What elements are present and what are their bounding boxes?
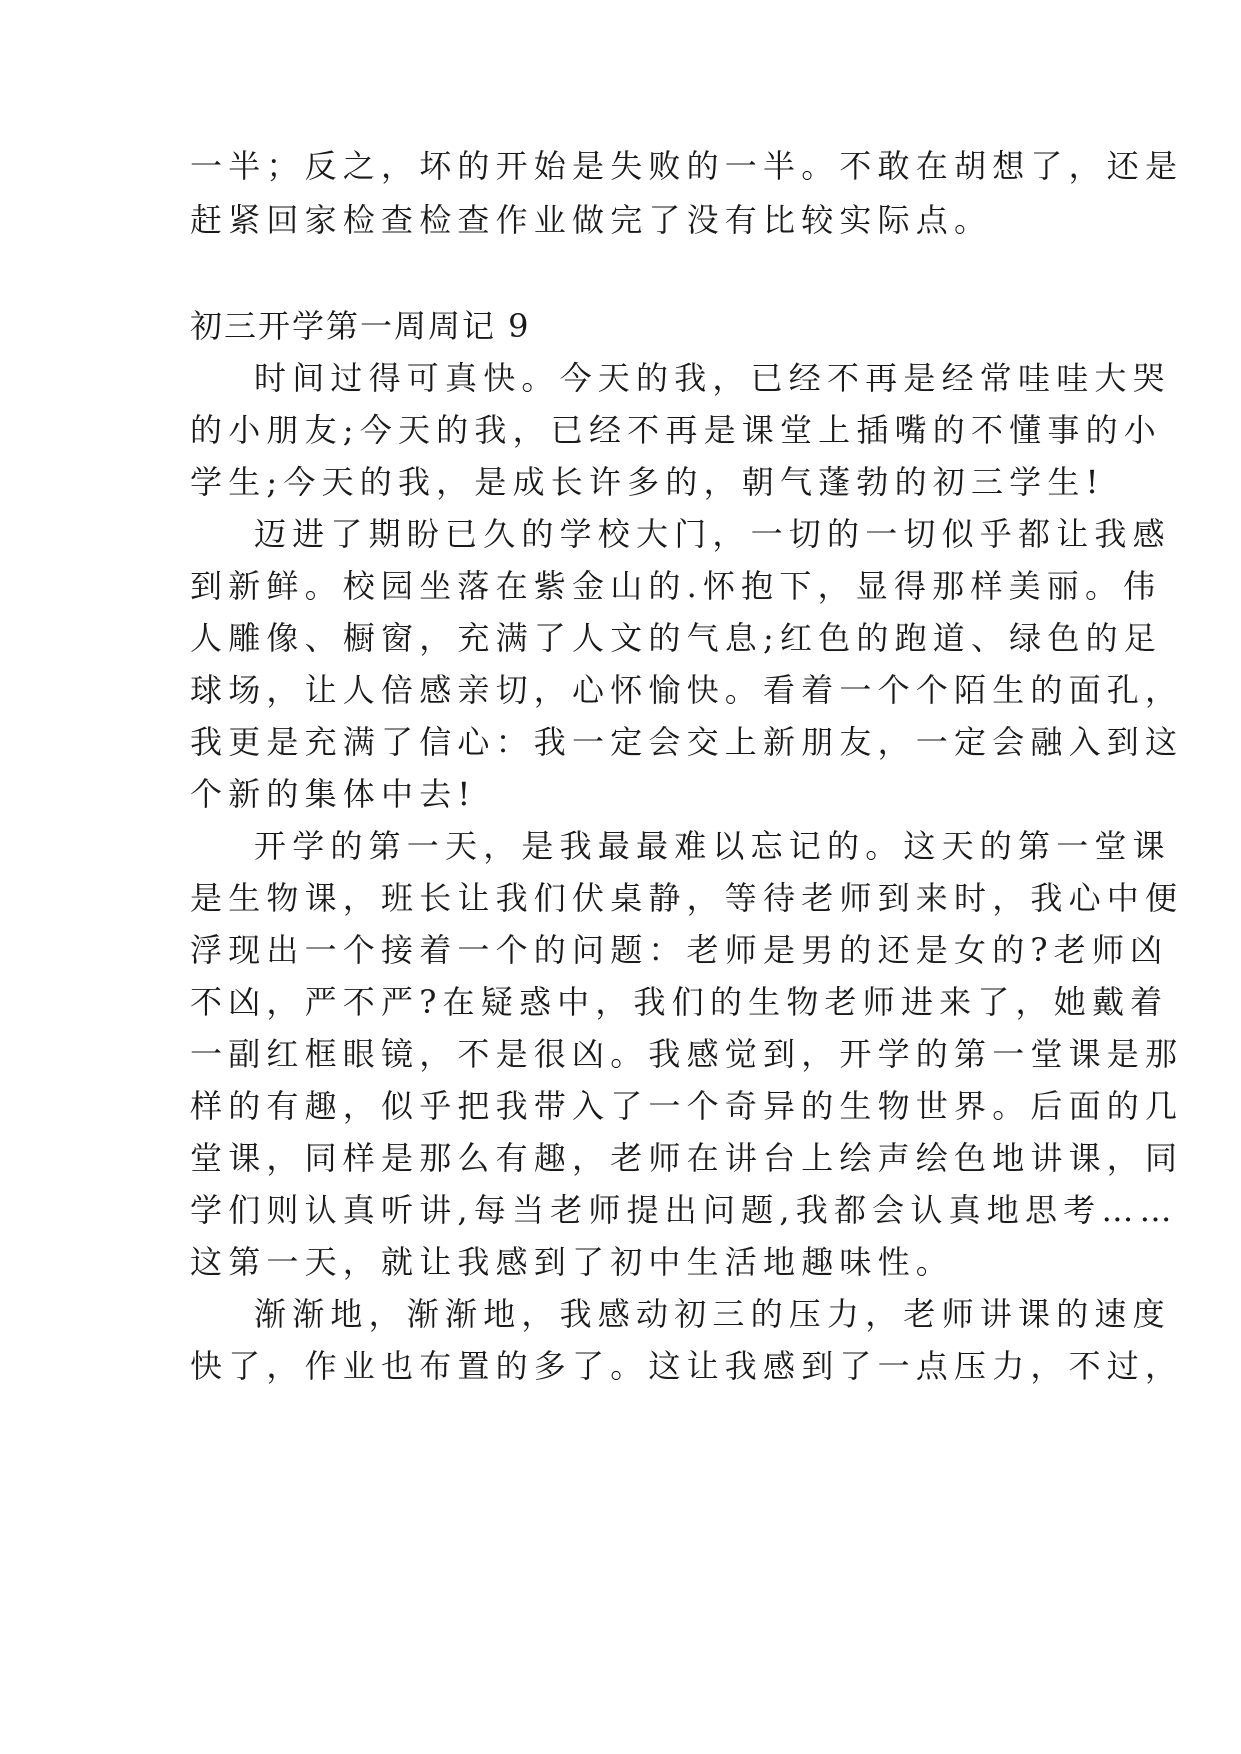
text-line: 赶紧回家检查检查作业做完了没有比较实际点。	[190, 201, 993, 239]
text-line: 是生物课，班长让我们伏桌静，等待老师到来时，我心中便	[190, 879, 1184, 917]
text-line: 学们则认真听讲,每当老师提出问题,我都会认真地思考……	[190, 1191, 1178, 1229]
text-line: 个新的集体中去!	[190, 775, 477, 813]
text-line: 时间过得可真快。今天的我，已经不再是经常哇哇大哭	[254, 359, 1171, 397]
text-line: 人雕像、橱窗，充满了人文的气息;红色的跑道、绿色的足	[190, 619, 1162, 657]
text-line: 一半；反之，坏的开始是失败的一半。不敢在胡想了，还是	[190, 147, 1184, 185]
text-line: 学生;今天的我，是成长许多的，朝气蓬勃的初三学生!	[190, 463, 1105, 501]
text-line: 堂课，同样是那么有趣，老师在讲台上绘声绘色地讲课，同	[190, 1139, 1184, 1177]
text-line: 迈进了期盼已久的学校大门，一切的一切似乎都让我感	[254, 515, 1171, 553]
text-line: 不凶，严不严?在疑惑中，我们的生物老师进来了，她戴着	[190, 983, 1169, 1021]
text-line: 样的有趣，似乎把我带入了一个奇异的生物世界。后面的几	[190, 1087, 1184, 1125]
text-line: 渐渐地，渐渐地，我感动初三的压力，老师讲课的速度	[254, 1295, 1171, 1333]
section-title: 初三开学第一周周记 9	[190, 307, 531, 345]
text-line: 开学的第一天，是我最最难以忘记的。这天的第一堂课	[254, 827, 1171, 865]
text-line: 到新鲜。校园坐落在紫金山的.怀抱下，显得那样美丽。伟	[190, 567, 1162, 605]
text-line: 的小朋友;今天的我，已经不再是课堂上插嘴的不懂事的小	[190, 411, 1162, 449]
text-line: 一副红框眼镜，不是很凶。我感觉到，开学的第一堂课是那	[190, 1035, 1184, 1073]
text-line: 这第一天，就让我感到了初中生活地趣味性。	[190, 1243, 955, 1281]
text-line: 浮现出一个接着一个的问题：老师是男的还是女的?老师凶	[190, 931, 1169, 969]
text-line: 我更是充满了信心：我一定会交上新朋友，一定会融入到这	[190, 723, 1184, 761]
text-line: 快了，作业也布置的多了。这让我感到了一点压力，不过，	[190, 1347, 1184, 1385]
text-line: 球场，让人倍感亲切，心怀愉快。看着一个个陌生的面孔，	[190, 671, 1184, 709]
